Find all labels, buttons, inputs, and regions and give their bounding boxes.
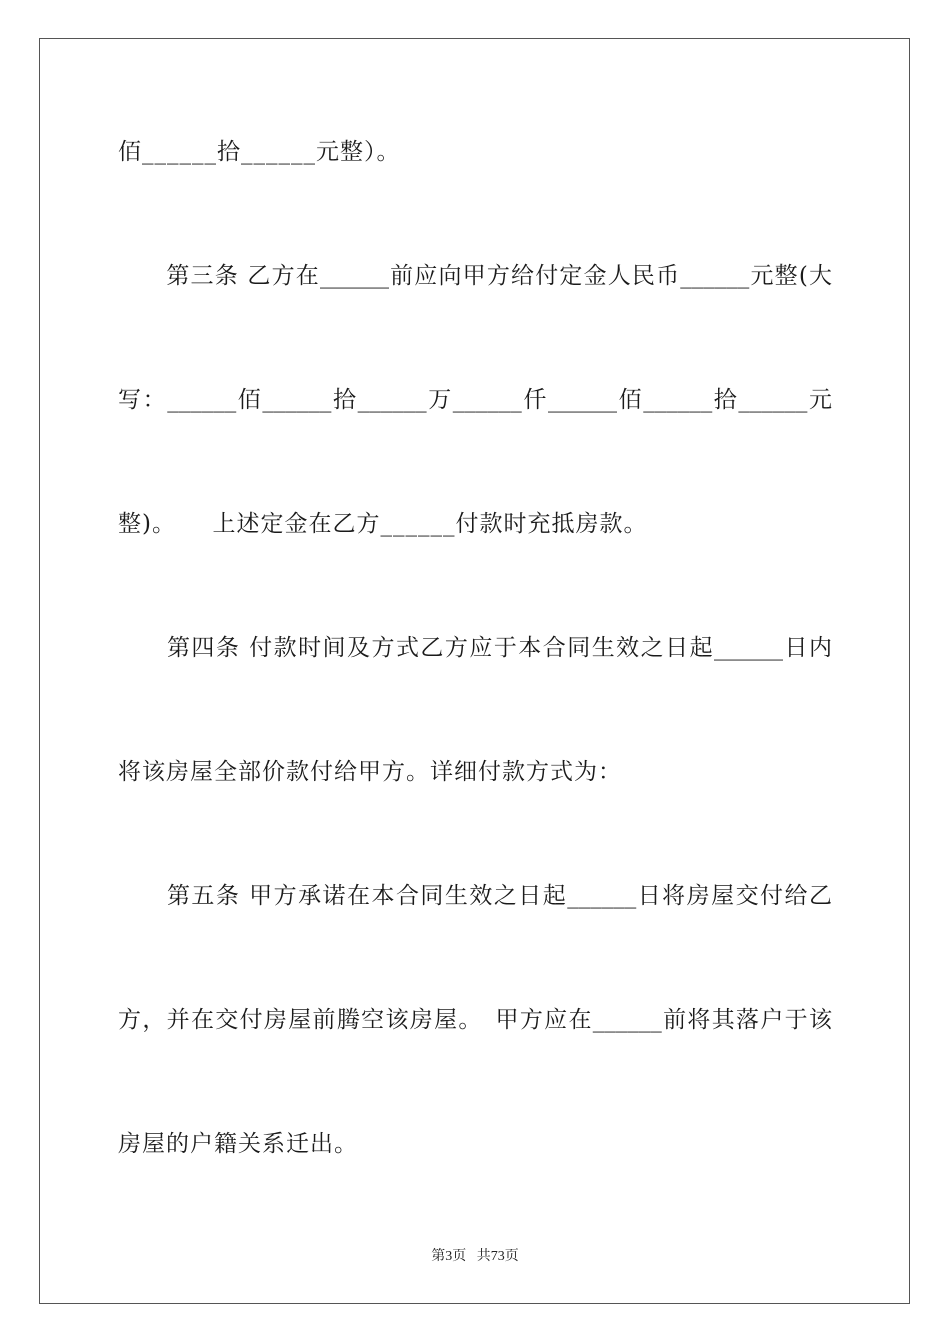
page-number: 第3页 [431,1249,467,1264]
page-footer [0,1248,950,1266]
page-border [39,38,910,1304]
text-line-5: 第四条 付款时间及方式乙方应于本合同生效之日起______日内 [118,635,832,661]
text-line-3: 写：______佰______拾______万______仟______佰______拾______元 [118,387,832,413]
page-total: 共73页 [476,1249,519,1264]
text-line-2: 第三条 乙方在______前应向甲方给付定金人民币______元整(大 [118,263,832,289]
text-line-6: 将该房屋全部价款付给甲方。详细付款方式为： [118,759,622,785]
text-line-9: 房屋的户籍关系迁出。 [118,1131,358,1157]
text-line-7: 第五条 甲方承诺在本合同生效之日起______日将房屋交付给乙 [118,883,832,909]
text-line-1: 佰______拾______元整）。 [118,139,401,165]
text-line-8: 方，并在交付房屋前腾空该房屋。 甲方应在______前将其落户于该 [118,1007,832,1033]
text-line-4: 整)。 上述定金在乙方______付款时充抵房款。 [118,511,648,537]
